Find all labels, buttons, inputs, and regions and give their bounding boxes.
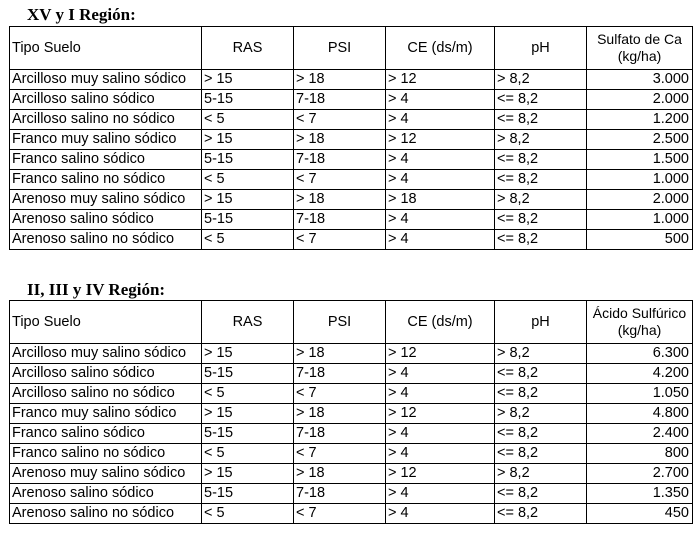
header-row <box>10 301 693 344</box>
cell-tipo-suelo: Arcilloso muy salino sódico <box>10 344 202 364</box>
cell-tipo-suelo: Franco salino no sódico <box>10 170 202 190</box>
cell-tipo-suelo: Arcilloso salino sódico <box>10 364 202 384</box>
cell-tipo-suelo: Arcilloso muy salino sódico <box>10 70 202 90</box>
cell-ras: < 5 <box>202 504 294 524</box>
table-row <box>10 150 693 170</box>
table-row <box>10 384 693 404</box>
cell-ce: > 4 <box>386 170 495 190</box>
cell-ras: > 15 <box>202 130 294 150</box>
cell-dose: 2.500 <box>587 130 693 150</box>
header-ce: CE (ds/m) <box>386 27 495 70</box>
cell-tipo-suelo: Arenoso muy salino sódico <box>10 464 202 484</box>
cell-dose: 1.000 <box>587 170 693 190</box>
cell-tipo-suelo: Arenoso salino sódico <box>10 210 202 230</box>
cell-ph: > 8,2 <box>495 404 587 424</box>
cell-psi: < 7 <box>294 230 386 250</box>
cell-dose: 3.000 <box>587 70 693 90</box>
cell-ce: > 4 <box>386 384 495 404</box>
cell-dose: 2.400 <box>587 424 693 444</box>
cell-ras: > 15 <box>202 404 294 424</box>
table-row <box>10 404 693 424</box>
header-ce: CE (ds/m) <box>386 301 495 344</box>
cell-dose: 1.350 <box>587 484 693 504</box>
cell-psi: > 18 <box>294 404 386 424</box>
cell-psi: 7-18 <box>294 150 386 170</box>
cell-tipo-suelo: Franco salino no sódico <box>10 444 202 464</box>
cell-psi: > 18 <box>294 190 386 210</box>
header-dose: Ácido Sulfúrico (kg/ha) <box>587 301 693 344</box>
cell-psi: 7-18 <box>294 210 386 230</box>
cell-psi: 7-18 <box>294 484 386 504</box>
cell-ras: > 15 <box>202 344 294 364</box>
cell-ras: < 5 <box>202 230 294 250</box>
table-row <box>10 90 693 110</box>
cell-dose: 450 <box>587 504 693 524</box>
cell-tipo-suelo: Franco muy salino sódico <box>10 130 202 150</box>
cell-ce: > 4 <box>386 230 495 250</box>
table-row <box>10 70 693 90</box>
table-row <box>10 170 693 190</box>
cell-psi: < 7 <box>294 384 386 404</box>
cell-tipo-suelo: Franco salino sódico <box>10 424 202 444</box>
cell-ras: 5-15 <box>202 210 294 230</box>
cell-ph: <= 8,2 <box>495 424 587 444</box>
section-title-xv-i: XV y I Región: <box>27 5 136 24</box>
table-row <box>10 110 693 130</box>
cell-ras: 5-15 <box>202 90 294 110</box>
table-row <box>10 190 693 210</box>
cell-tipo-suelo: Arcilloso salino no sódico <box>10 110 202 130</box>
cell-ph: <= 8,2 <box>495 444 587 464</box>
cell-ras: > 15 <box>202 190 294 210</box>
cell-ce: > 18 <box>386 190 495 210</box>
cell-psi: 7-18 <box>294 424 386 444</box>
cell-tipo-suelo: Franco salino sódico <box>10 150 202 170</box>
table-ii-iii-iv-region <box>9 300 693 524</box>
table-row <box>10 444 693 464</box>
cell-ph: <= 8,2 <box>495 484 587 504</box>
cell-tipo-suelo: Arenoso muy salino sódico <box>10 190 202 210</box>
cell-tipo-suelo: Arenoso salino sódico <box>10 484 202 504</box>
cell-psi: > 18 <box>294 344 386 364</box>
cell-ph: > 8,2 <box>495 130 587 150</box>
cell-ras: 5-15 <box>202 364 294 384</box>
cell-dose: 800 <box>587 444 693 464</box>
cell-ras: 5-15 <box>202 150 294 170</box>
table-row <box>10 364 693 384</box>
cell-dose: 4.200 <box>587 364 693 384</box>
cell-ce: > 4 <box>386 364 495 384</box>
cell-ph: <= 8,2 <box>495 170 587 190</box>
section-title-ii-iii-iv: II, III y IV Región: <box>27 280 166 299</box>
header-tipo-suelo: Tipo Suelo <box>10 301 202 344</box>
cell-ce: > 4 <box>386 150 495 170</box>
cell-dose: 2.700 <box>587 464 693 484</box>
cell-ras: < 5 <box>202 110 294 130</box>
cell-ras: > 15 <box>202 464 294 484</box>
cell-ce: > 12 <box>386 464 495 484</box>
cell-tipo-suelo: Arcilloso salino no sódico <box>10 384 202 404</box>
cell-dose: 500 <box>587 230 693 250</box>
cell-psi: < 7 <box>294 170 386 190</box>
cell-psi: > 18 <box>294 464 386 484</box>
table-row <box>10 464 693 484</box>
cell-ce: > 4 <box>386 110 495 130</box>
table-row <box>10 504 693 524</box>
cell-psi: < 7 <box>294 444 386 464</box>
cell-ph: > 8,2 <box>495 344 587 364</box>
cell-ce: > 4 <box>386 504 495 524</box>
header-ph: pH <box>495 27 587 70</box>
cell-ce: > 12 <box>386 70 495 90</box>
cell-psi: < 7 <box>294 504 386 524</box>
cell-ras: 5-15 <box>202 484 294 504</box>
table-row <box>10 424 693 444</box>
cell-ph: <= 8,2 <box>495 110 587 130</box>
cell-ce: > 4 <box>386 90 495 110</box>
cell-ce: > 4 <box>386 484 495 504</box>
cell-ce: > 12 <box>386 404 495 424</box>
cell-tipo-suelo: Arenoso salino no sódico <box>10 504 202 524</box>
header-ras: RAS <box>202 301 294 344</box>
cell-ras: < 5 <box>202 444 294 464</box>
header-row <box>10 27 693 70</box>
cell-ph: <= 8,2 <box>495 150 587 170</box>
cell-ce: > 4 <box>386 210 495 230</box>
cell-psi: > 18 <box>294 70 386 90</box>
table-row <box>10 344 693 364</box>
cell-dose: 2.000 <box>587 190 693 210</box>
cell-ph: <= 8,2 <box>495 230 587 250</box>
table-row <box>10 484 693 504</box>
cell-ph: <= 8,2 <box>495 210 587 230</box>
table-xv-i-region <box>9 26 693 250</box>
cell-dose: 2.000 <box>587 90 693 110</box>
cell-ph: > 8,2 <box>495 70 587 90</box>
cell-dose: 6.300 <box>587 344 693 364</box>
header-psi: PSI <box>294 301 386 344</box>
header-ras: RAS <box>202 27 294 70</box>
cell-dose: 4.800 <box>587 404 693 424</box>
header-psi: PSI <box>294 27 386 70</box>
cell-ce: > 4 <box>386 424 495 444</box>
header-ph: pH <box>495 301 587 344</box>
cell-dose: 1.000 <box>587 210 693 230</box>
cell-ras: 5-15 <box>202 424 294 444</box>
cell-ph: <= 8,2 <box>495 384 587 404</box>
cell-psi: 7-18 <box>294 90 386 110</box>
cell-psi: 7-18 <box>294 364 386 384</box>
cell-ph: <= 8,2 <box>495 90 587 110</box>
cell-psi: > 18 <box>294 130 386 150</box>
header-dose: Sulfato de Ca (kg/ha) <box>587 27 693 70</box>
cell-tipo-suelo: Franco muy salino sódico <box>10 404 202 424</box>
cell-ph: <= 8,2 <box>495 364 587 384</box>
cell-ph: > 8,2 <box>495 464 587 484</box>
cell-ras: < 5 <box>202 170 294 190</box>
cell-tipo-suelo: Arcilloso salino sódico <box>10 90 202 110</box>
cell-tipo-suelo: Arenoso salino no sódico <box>10 230 202 250</box>
cell-ph: > 8,2 <box>495 190 587 210</box>
cell-dose: 1.500 <box>587 150 693 170</box>
cell-psi: < 7 <box>294 110 386 130</box>
header-tipo-suelo: Tipo Suelo <box>10 27 202 70</box>
cell-ce: > 4 <box>386 444 495 464</box>
table-row <box>10 130 693 150</box>
table-row <box>10 210 693 230</box>
cell-ph: <= 8,2 <box>495 504 587 524</box>
cell-dose: 1.050 <box>587 384 693 404</box>
cell-dose: 1.200 <box>587 110 693 130</box>
cell-ce: > 12 <box>386 344 495 364</box>
table-row <box>10 230 693 250</box>
cell-ce: > 12 <box>386 130 495 150</box>
cell-ras: > 15 <box>202 70 294 90</box>
cell-ras: < 5 <box>202 384 294 404</box>
